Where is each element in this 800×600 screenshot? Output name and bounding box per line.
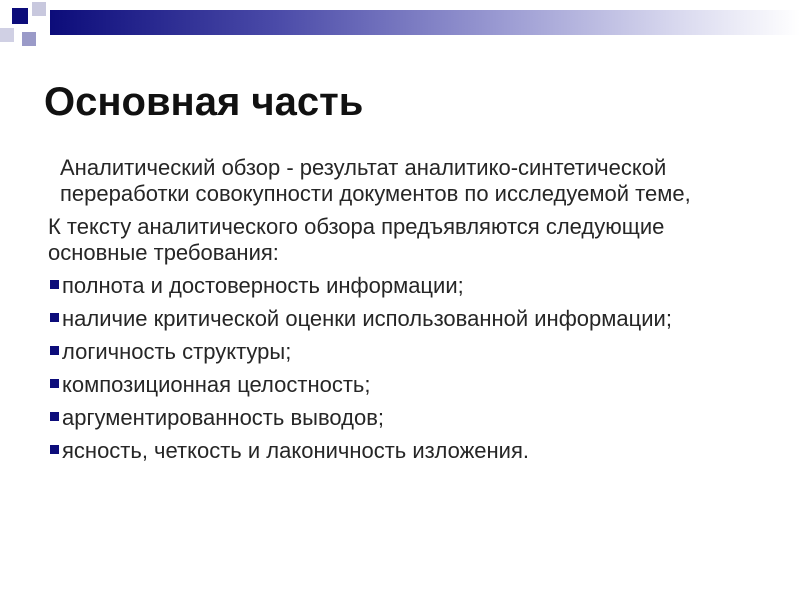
- square-bullet-icon: [50, 379, 59, 388]
- square-bullet-icon: [50, 445, 59, 454]
- list-item: [48, 372, 768, 398]
- list-item: [48, 438, 768, 464]
- decor-square-mid: [22, 32, 36, 46]
- requirements-list: [48, 273, 768, 464]
- list-item-text: аргументированность выводов;: [62, 405, 385, 430]
- requirements-paragraph: К тексту аналитического обзора предъявляются следующие основные требования:: [48, 214, 665, 265]
- list-item-text: логичность структуры;: [62, 339, 292, 364]
- square-bullet-icon: [50, 313, 59, 322]
- list-item-text: наличие критической оценки использованной информации;: [62, 306, 672, 331]
- intro-paragraph: Аналитический обзор - результат аналитико-синтетической переработки совокупности документов по исследуемой теме,: [60, 155, 691, 206]
- list-item-text: композиционная целостность;: [62, 372, 371, 397]
- slide-body: [48, 155, 768, 471]
- square-bullet-icon: [50, 346, 59, 355]
- list-item: [48, 339, 768, 365]
- header-gradient-bar: [50, 10, 800, 35]
- decor-square-light: [0, 28, 14, 42]
- list-item: [48, 405, 768, 431]
- decor-square-light: [32, 2, 46, 16]
- decor-square-dark: [12, 8, 28, 24]
- list-item-text: полнота и достоверность информации;: [62, 273, 464, 298]
- square-bullet-icon: [50, 412, 59, 421]
- list-item: [48, 273, 768, 299]
- slide-title: Основная часть: [44, 80, 364, 124]
- list-item: [48, 306, 768, 332]
- list-item-text: ясность, четкость и лаконичность изложения.: [62, 438, 529, 463]
- square-bullet-icon: [50, 280, 59, 289]
